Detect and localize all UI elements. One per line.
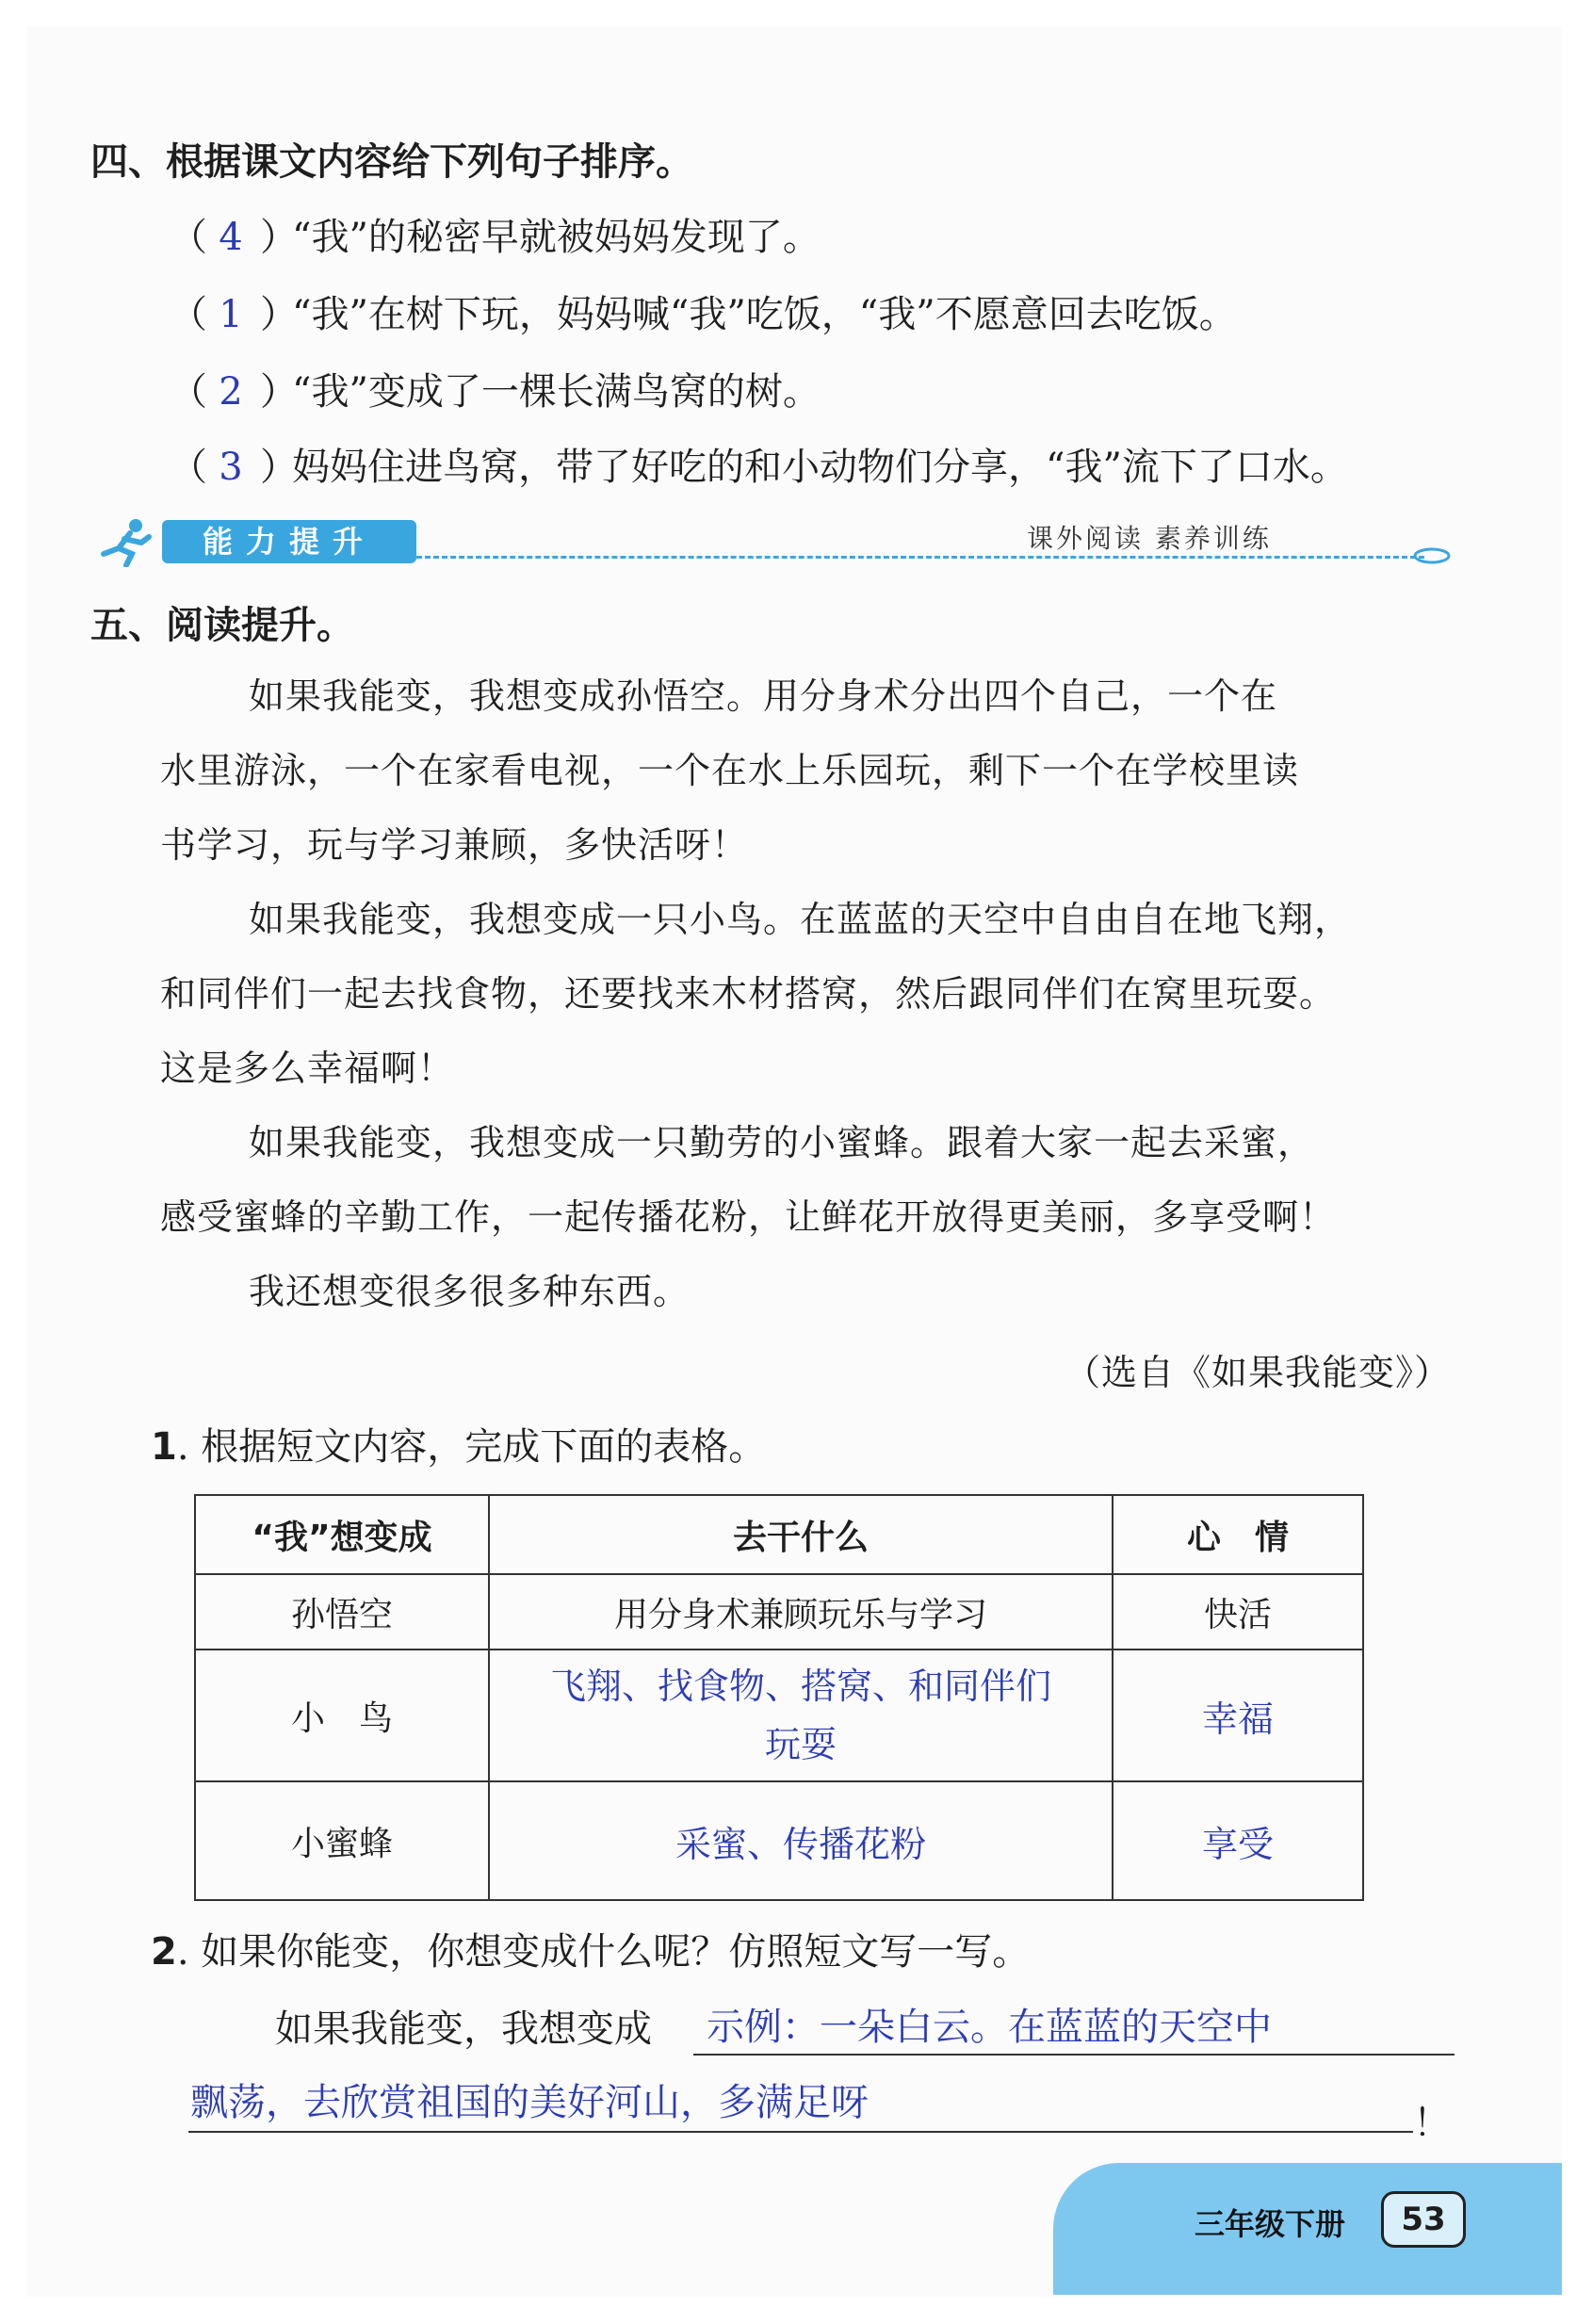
grade-label: 三年级下册 (1195, 2206, 1346, 2242)
table-cell: 用分身术兼顾玩乐与学习 (489, 1574, 1113, 1650)
order-answer: 1 (219, 293, 243, 336)
paragraph-line: 感受蜜蜂的辛勤工作，一起传播花粉，让鲜花开放得更美丽，多享受啊！ (160, 1196, 1337, 1238)
paren-close: ） (260, 446, 298, 489)
table-cell-answer (489, 1650, 1113, 1781)
order-text: “我”的秘密早就被妈妈发现了。 (292, 216, 821, 259)
table-cell: 小 鸟 (195, 1650, 489, 1781)
question-number: 1 (151, 1425, 177, 1469)
order-answer: 3 (219, 446, 243, 489)
paren-close: ） (260, 370, 298, 414)
section4-title: 四、根据课文内容给下列句子排序。 (90, 140, 693, 184)
banner-dashed-line (416, 556, 1424, 559)
question-text: . 根据短文内容，完成下面的表格。 (176, 1425, 767, 1469)
table-cell: 孙悟空 (195, 1574, 489, 1650)
answer-line: 飞翔、找食物、搭窝、和同伴们 (549, 1666, 1051, 1707)
table-header: 去干什么 (489, 1495, 1113, 1574)
order-item (170, 437, 1348, 491)
paren-open: （ (170, 370, 207, 414)
paragraph-line: 和同伴们一起去找食物，还要找来木材搭窝，然后跟同伴们在窝里玩耍。 (160, 973, 1337, 1015)
writing-blank-line (693, 2054, 1455, 2056)
question-number: 2 (151, 1930, 177, 1974)
table-cell-answer: 幸福 (1113, 1650, 1363, 1781)
order-answer: 2 (219, 370, 243, 414)
banner-end-ornament-icon (1413, 544, 1451, 567)
table-header-row (195, 1495, 1363, 1574)
table-cell-answer: 享受 (1113, 1781, 1363, 1900)
paragraph-line: 水里游泳，一个在家看电视，一个在水上乐园玩，剩下一个在学校里读 (160, 750, 1300, 791)
writing-prefix: 如果我能变，我想变成 (275, 2007, 652, 2051)
table-row (195, 1781, 1363, 1900)
paragraph-line: 如果我能变，我想变成一只小鸟。在蓝蓝的天空中自由自在地飞翔， (249, 899, 1352, 940)
paren-open: （ (170, 293, 207, 336)
section5-title: 五、阅读提升。 (90, 604, 354, 647)
source-citation: （选自《如果我能变》） (1065, 1352, 1452, 1393)
table-header: “我”想变成 (195, 1495, 489, 1574)
answer-table (194, 1494, 1364, 1901)
question2 (151, 1922, 1030, 1975)
paragraph-line: 这是多么幸福啊！ (160, 1048, 455, 1089)
writing-answer-line: 飘荡，去欣赏祖国的美好河山，多满足呀 (190, 2081, 869, 2124)
table-cell-answer: 采蜜、传播花粉 (489, 1781, 1113, 1900)
order-item (170, 284, 1237, 338)
paren-open: （ (170, 216, 207, 259)
banner-label: 能力提升 (162, 520, 416, 563)
order-text: “我”变成了一棵长满鸟窝的树。 (292, 370, 821, 414)
writing-answer-line: 示例：一朵白云。在蓝蓝的天空中 (707, 2006, 1272, 2049)
order-text: 妈妈住进鸟窝，带了好吃的和小动物们分享，“我”流下了口水。 (292, 446, 1348, 489)
order-text: “我”在树下玩，妈妈喊“我”吃饭，“我”不愿意回去吃饭。 (292, 293, 1237, 336)
table-header: 心 情 (1113, 1495, 1363, 1574)
paren-close: ） (260, 293, 298, 336)
running-figure-icon (94, 516, 156, 567)
order-item (170, 362, 821, 415)
paragraph-line: 书学习，玩与学习兼顾，多快活呀！ (160, 824, 749, 866)
table-cell: 小蜜蜂 (195, 1781, 489, 1900)
paren-close: ） (260, 216, 298, 259)
paragraph-line: 我还想变很多很多种东西。 (249, 1271, 691, 1312)
paren-open: （ (170, 446, 207, 489)
paragraph-line: 如果我能变，我想变成一只勤劳的小蜜蜂。跟着大家一起去采蜜， (249, 1122, 1315, 1163)
banner-subtitle: 课外阅读 素养训练 (1027, 523, 1272, 554)
writing-end-mark: ！ (1413, 2102, 1451, 2145)
writing-blank-line (188, 2131, 1413, 2133)
table-row (195, 1650, 1363, 1781)
question1 (151, 1417, 766, 1471)
table-row (195, 1574, 1363, 1650)
page-number: 53 (1381, 2191, 1466, 2248)
order-item (170, 207, 821, 261)
paragraph-line: 如果我能变，我想变成孙悟空。用分身术分出四个自己，一个在 (249, 675, 1278, 717)
order-answer: 4 (219, 216, 243, 259)
table-cell: 快活 (1113, 1574, 1363, 1650)
answer-line: 玩耍 (764, 1724, 837, 1765)
question-text: . 如果你能变，你想变成什么呢？仿照短文写一写。 (176, 1930, 1031, 1974)
